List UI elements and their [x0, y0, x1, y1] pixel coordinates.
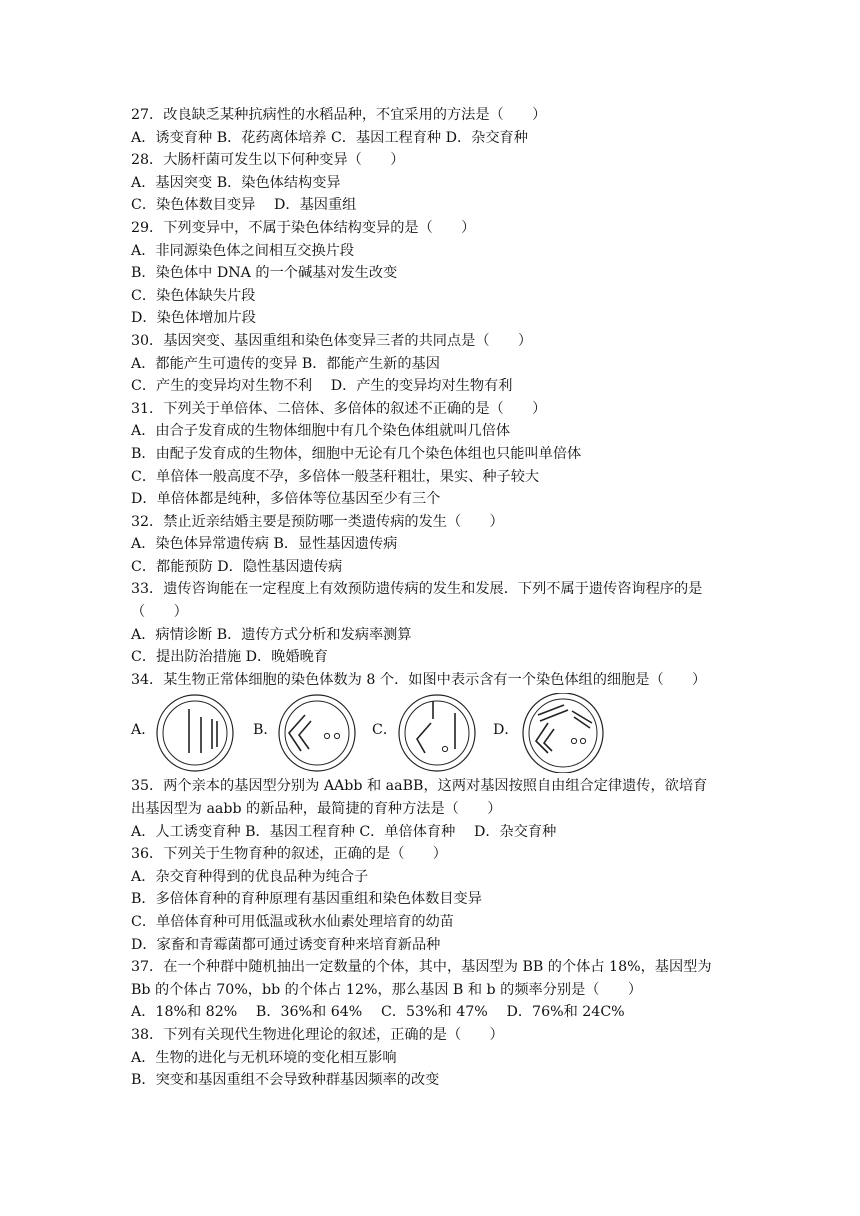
q29-option-b: B．染色体中 DNA 的一个碱基对发生改变: [131, 265, 398, 282]
q35-options: A．人工诱变育种 B．基因工程育种 C．单倍体育种 D．杂交育种: [131, 823, 557, 840]
q38-option-a: A．生物的进化与无机环境的变化相互影响: [131, 1049, 397, 1066]
q34-stem: 34．某生物正常体细胞的染色体数为 8 个．如图中表示含有一个染色体组的细胞是（ ）: [131, 671, 707, 688]
q28-options-1: A．基因突变 B．染色体结构变异: [131, 174, 341, 191]
cell-diagram-a: [153, 693, 237, 777]
q37-stem-1: 37．在一个种群中随机抽出一定数量的个体，其中，基因型为 BB 的个体占 18%，基因型为: [131, 959, 712, 976]
q29-option-a: A．非同源染色体之间相互交换片段: [131, 242, 355, 259]
figure-label-b: B．: [253, 722, 278, 739]
figure-label-d: D．: [493, 722, 519, 739]
q30-options-1: A．都能产生可遗传的变异 B．都能产生新的基因: [131, 355, 440, 372]
q29-option-d: D．染色体增加片段: [131, 310, 256, 327]
q32-options-2: C．都能预防 D．隐性基因遗传病: [131, 558, 343, 575]
q33-stem-2: （ ）: [131, 604, 188, 621]
q36-option-c: C．单倍体育种可用低温或秋水仙素处理培育的幼苗: [131, 914, 454, 930]
q29-option-c: C．染色体缺失片段: [131, 287, 256, 304]
q27-stem: 27．改良缺乏某种抗病性的水稻品种，不宜采用的方法是（ ）: [131, 107, 547, 123]
q37-stem-2: Bb 的个体占 70%，bb 的个体占 12%，那么基因 B 和 b 的频率分别是（ ）: [131, 981, 643, 998]
q30-options-2: C．产生的变异均对生物不利 D．产生的变异均对生物有利: [131, 378, 513, 395]
q31-option-b: B．由配子发育成的生物体，细胞中无论有几个染色体组也只能叫单倍体: [131, 445, 582, 462]
cell-figure-row: [131, 693, 736, 773]
q33-stem-1: 33．遗传咨询能在一定程度上有效预防遗传病的发生和发展．下列不属于遗传咨询程序的是: [131, 581, 703, 598]
figure-label-a: A．: [131, 722, 156, 739]
q31-option-c: C．单倍体一般高度不孕，多倍体一般茎秆粗壮，果实、种子较大: [131, 468, 540, 485]
cell-diagram-b: [275, 693, 359, 777]
q30-stem: 30．基因突变、基因重组和染色体变异三者的共同点是（ ）: [131, 332, 533, 349]
q36-option-b: B．多倍体育种的育种原理有基因重组和染色体数目变异: [131, 891, 482, 908]
q32-options-1: A．染色体异常遗传病 B．显性基因遗传病: [131, 536, 398, 553]
q35-stem-2: 出基因型为 aabb 的新品种，最简捷的育种方法是（ ）: [131, 801, 502, 818]
q35-stem-1: 35．两个亲本的基因型分别为 AAbb 和 aaBB，这两对基因按照自由组合定律遗传，欲培育: [131, 778, 708, 795]
q38-option-b: B．突变和基因重组不会导致种群基因频率的改变: [131, 1072, 440, 1089]
q32-stem: 32．禁止近亲结婚主要是预防哪一类遗传病的发生（ ）: [131, 513, 504, 530]
q31-option-a: A．由合子发育成的生物体细胞中有几个染色体组就叫几倍体: [131, 423, 511, 440]
q37-options: A．18%和 82% B．36%和 64% C．53%和 47% D．76%和 24C%: [131, 1004, 625, 1021]
q27-options: A．诱变育种 B．花药离体培养 C．基因工程育种 D．杂交育种: [131, 129, 528, 146]
cell-diagram-d: [518, 693, 608, 777]
figure-label-c: C．: [372, 722, 398, 739]
q31-option-d: D．单倍体都是纯种，多倍体等位基因至少有三个: [131, 491, 441, 508]
q28-options-2: C．染色体数目变异 D．基因重组: [131, 197, 357, 214]
q36-option-a: A．杂交育种得到的优良品种为纯合子: [131, 868, 369, 885]
q33-options-1: A．病情诊断 B．遗传方式分析和发病率测算: [131, 626, 412, 643]
q36-stem: 36．下列关于生物育种的叙述，正确的是（ ）: [131, 846, 447, 863]
question-list: [131, 104, 736, 1092]
cell-diagram-c: [395, 693, 479, 777]
q28-stem: 28．大肠杆菌可发生以下何种变异（ ）: [131, 152, 405, 169]
q29-stem: 29．下列变异中，不属于染色体结构变异的是（ ）: [131, 219, 476, 236]
q33-options-2: C．提出防治措施 D．晚婚晚育: [131, 649, 328, 666]
q38-stem: 38．下列有关现代生物进化理论的叙述，正确的是（ ）: [131, 1026, 504, 1043]
q31-stem: 31．下列关于单倍体、二倍体、多倍体的叙述不正确的是（ ）: [131, 400, 547, 417]
q36-option-d: D．家畜和青霉菌都可通过诱变育种来培育新品种: [131, 936, 441, 953]
